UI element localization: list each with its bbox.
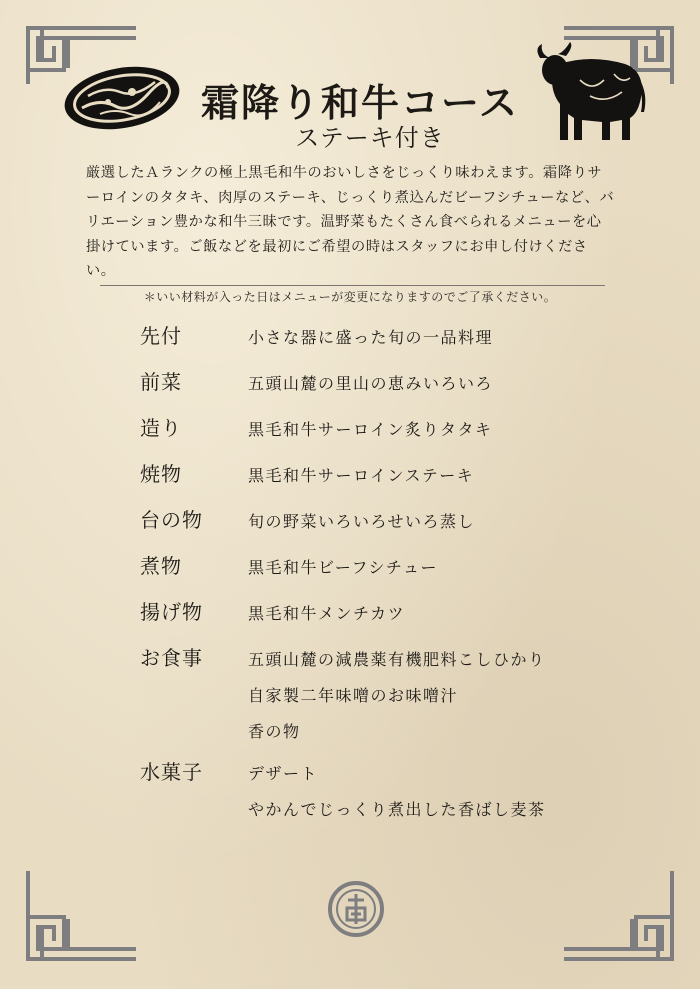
course-menu-list	[140, 320, 610, 828]
course-name: 台の物	[140, 508, 203, 532]
menu-row	[140, 642, 610, 750]
course-name: 煮物	[140, 554, 182, 578]
course-name: 揚げ物	[140, 600, 203, 624]
menu-row	[140, 320, 610, 356]
course-name: 前菜	[140, 370, 182, 394]
dish-item: 黒毛和牛メンチカツ	[248, 604, 406, 623]
course-name: 焼物	[140, 462, 182, 486]
menu-row	[140, 366, 610, 402]
course-name: 造り	[140, 416, 182, 440]
divider	[100, 285, 605, 286]
menu-row	[140, 412, 610, 448]
dish-item: 黒毛和牛サーロイン炙りタタキ	[248, 420, 493, 439]
menu-row	[140, 756, 610, 828]
dish-item: 旬の野菜いろいろせいろ蒸し	[248, 512, 476, 531]
course-name: お食事	[140, 646, 203, 670]
course-title: 霜降り和牛コース	[200, 80, 520, 125]
menu-change-note: ＊いい材料が入った日はメニューが変更になりますのでご了承ください。	[143, 290, 557, 304]
dish-item: 香の物	[248, 722, 301, 741]
dish-item: 黒毛和牛サーロインステーキ	[248, 466, 475, 485]
intro-paragraph: 厳選したＡランクの極上黒毛和牛のおいしさをじっくり味わえます。霜降りサーロインのタタキ、肉厚のステーキ、じっくり煮込んだビーフシチューなど、バリエーション豊かな和牛三昧です。温野菜もたくさん食べられるメニューを心掛けています。ご飯などを最初にご希望の時はスタッフにお申し付けください。	[86, 165, 615, 279]
menu-row	[140, 458, 610, 494]
dish-item: 五頭山麓の減農薬有機肥料こしひかり	[248, 650, 546, 669]
dish-item: 自家製二年味噌のお味噌汁	[248, 686, 459, 705]
dish-item: 小さな器に盛った旬の一品料理	[248, 328, 494, 347]
corner-ornament-bottom-right-icon	[564, 871, 674, 961]
course-name: 水菓子	[140, 760, 203, 784]
dish-item: 黒毛和牛ビーフシチュー	[248, 558, 438, 577]
course-subtitle: ステーキ付き	[295, 124, 445, 152]
restaurant-crest-icon	[327, 880, 385, 942]
menu-row	[140, 504, 610, 540]
corner-ornament-bottom-left-icon	[26, 871, 136, 961]
menu-row	[140, 550, 610, 586]
dish-item: やかんでじっくり煮出した香ばし麦茶	[248, 800, 546, 819]
course-name: 先付	[140, 324, 182, 348]
menu-row	[140, 596, 610, 632]
dish-item: 五頭山麓の里山の恵みいろいろ	[248, 374, 494, 393]
dish-item: デザート	[248, 764, 319, 783]
